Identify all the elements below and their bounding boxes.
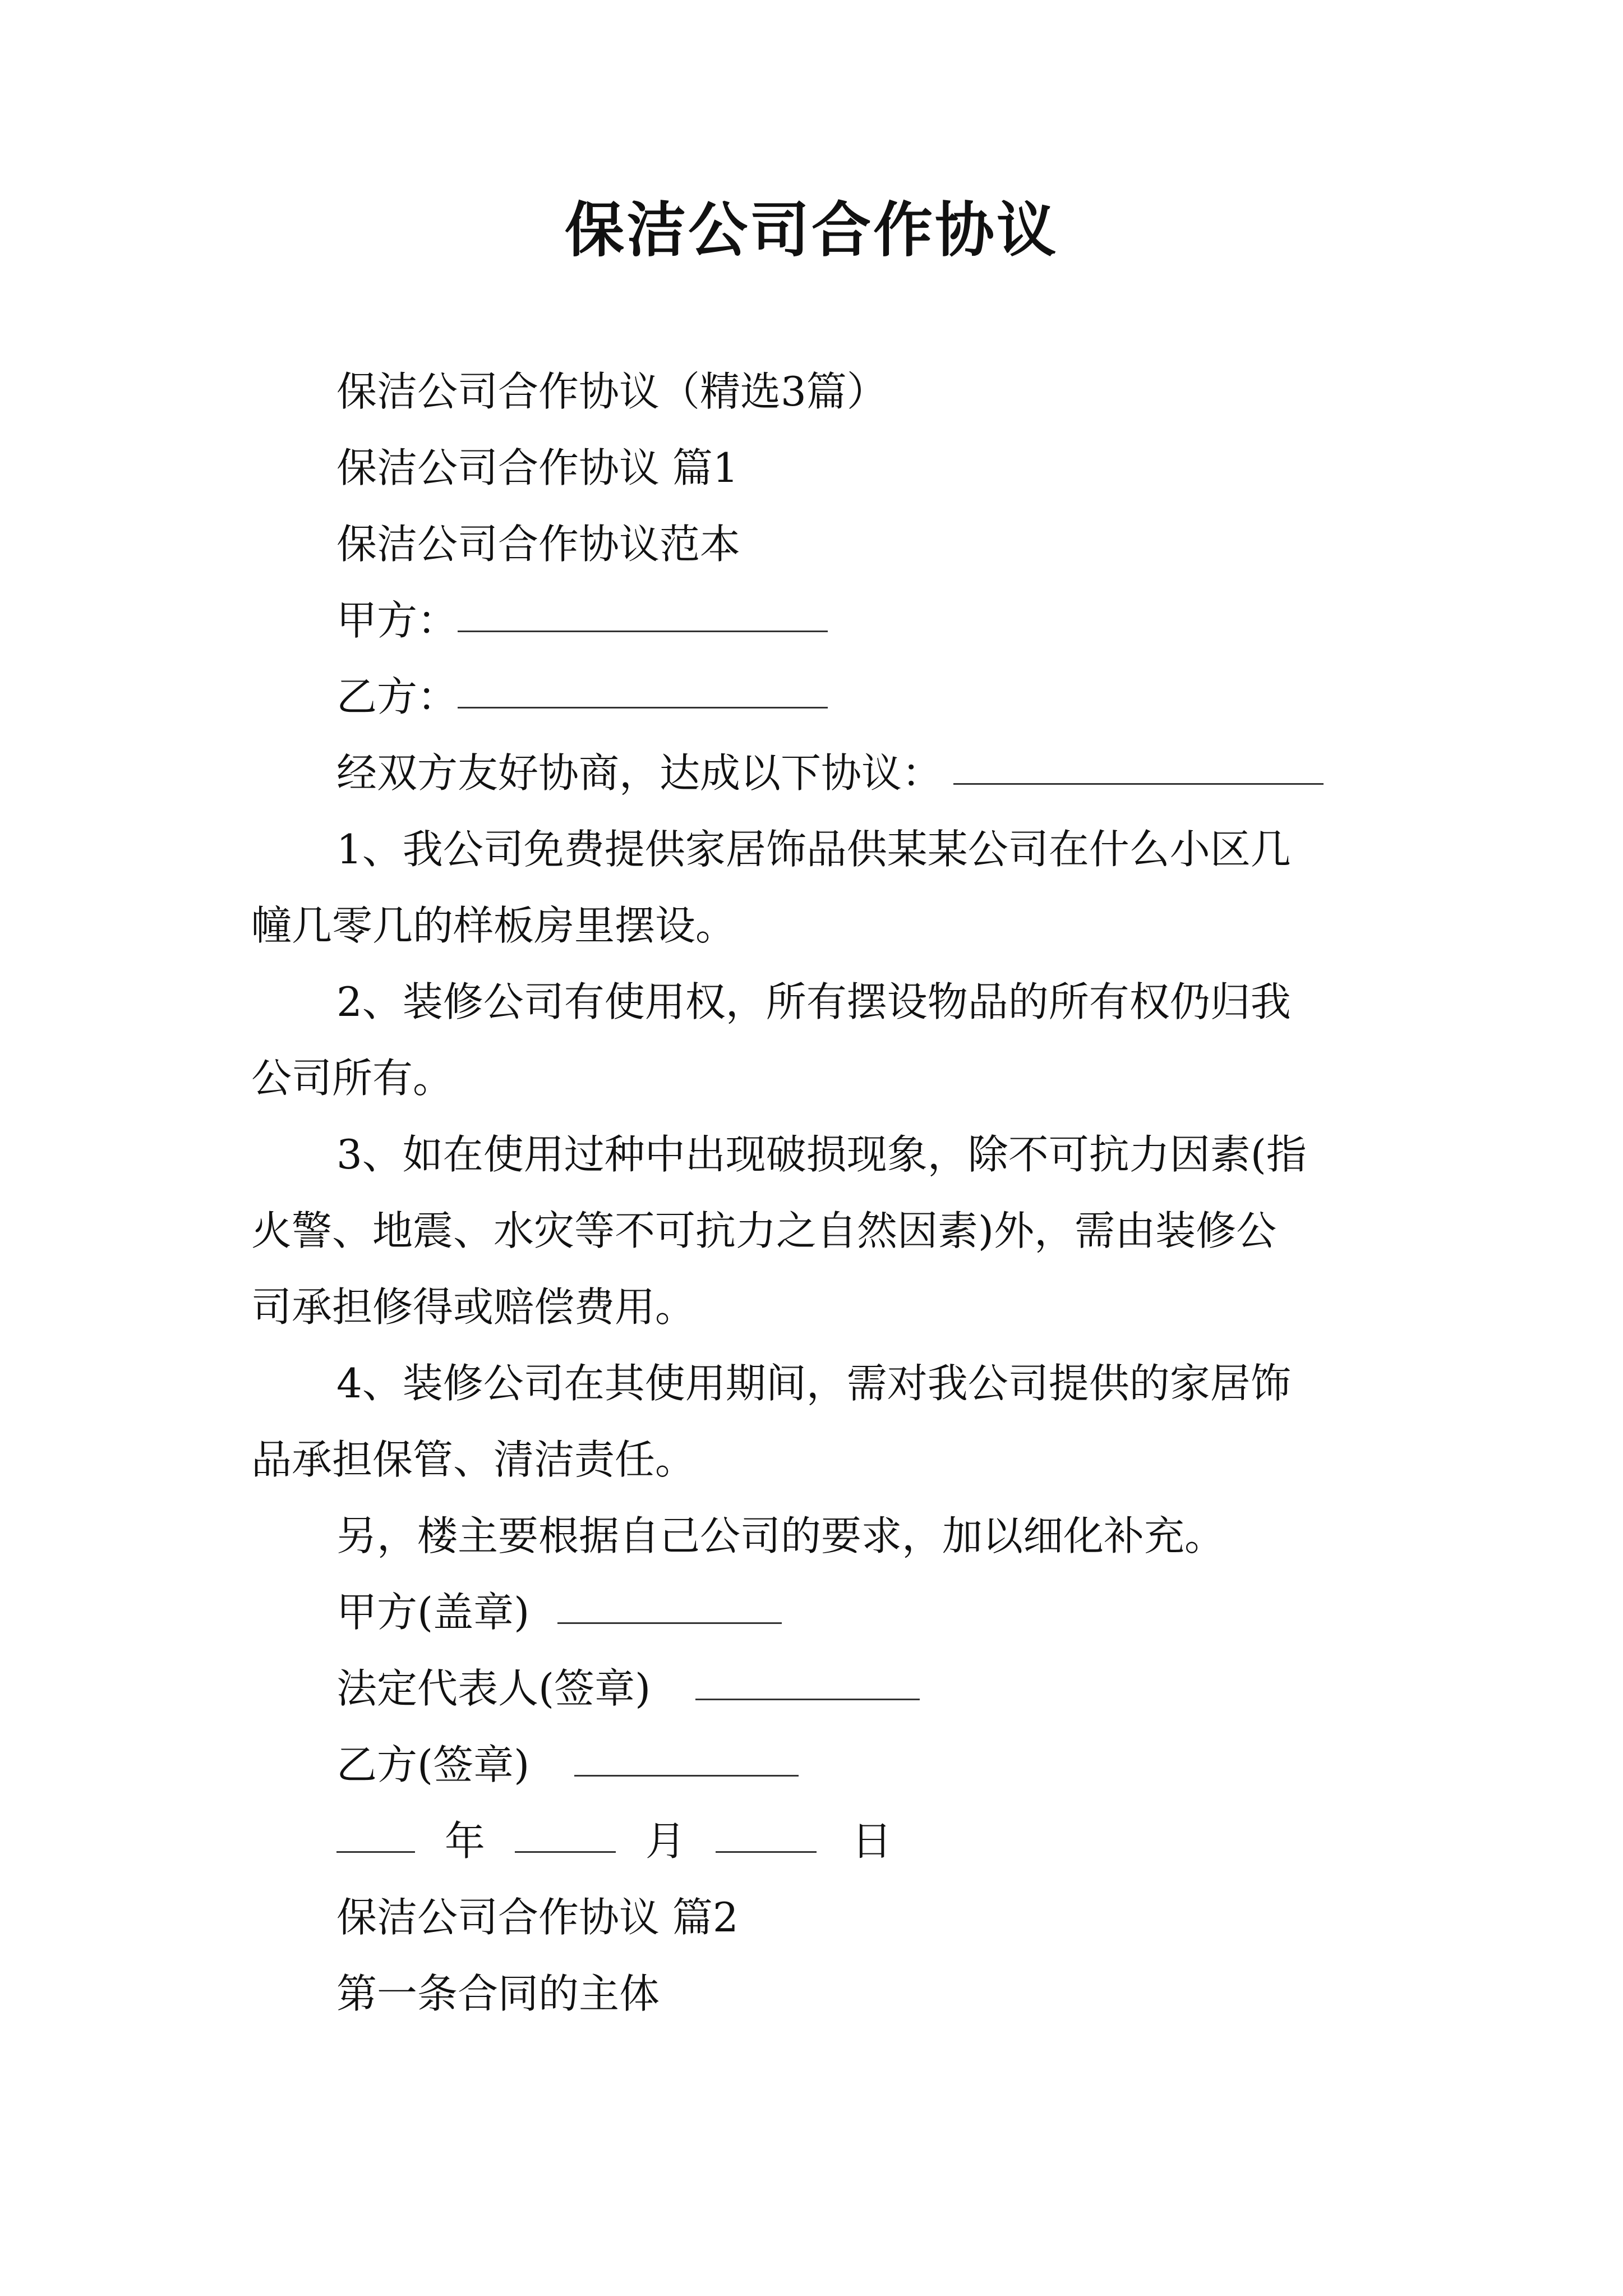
legal-rep-blank — [695, 1659, 920, 1700]
section-heading-1 — [251, 430, 1375, 506]
date-month-blank — [515, 1812, 616, 1853]
date-year-blank — [336, 1812, 415, 1853]
subtitle-line — [251, 353, 1375, 430]
clause-2-text-2: 公司所有。 — [251, 1055, 454, 1102]
agreement-intro-blank — [953, 744, 1324, 785]
section-heading-2 — [251, 1879, 1375, 1955]
clause-3-line-2 — [251, 1193, 1375, 1269]
clause-4-line-2 — [251, 1421, 1375, 1498]
party-b-seal-line — [251, 1727, 1375, 1803]
party-a-seal-label: 甲方(盖章) — [336, 1589, 530, 1636]
template-title-text: 保洁公司合作协议范本 — [336, 521, 741, 568]
clause-4-line-1 — [251, 1345, 1375, 1421]
article-1-heading-text: 第一条合同的主体 — [336, 1970, 660, 2017]
clause-3-line-1 — [251, 1116, 1375, 1193]
date-year-label: 年 — [444, 1818, 485, 1865]
date-line — [251, 1803, 1375, 1879]
clause-2-line-2 — [251, 1040, 1375, 1116]
clause-1-line-2 — [251, 887, 1375, 964]
section-heading-1-text: 保洁公司合作协议 篇1 — [336, 444, 739, 491]
clause-4-text-1: 4、装修公司在其使用期间，需对我公司提供的家居饰 — [336, 1360, 1291, 1407]
date-day-label: 日 — [851, 1818, 892, 1865]
date-day-blank — [716, 1812, 817, 1853]
party-a-seal-blank — [557, 1583, 782, 1624]
section-heading-2-text: 保洁公司合作协议 篇2 — [336, 1894, 739, 1941]
date-month-label: 月 — [645, 1818, 686, 1865]
supplement-note-text: 另，楼主要根据自己公司的要求，加以细化补充。 — [336, 1512, 1225, 1559]
clause-1-text-2: 幢几零几的样板房里摆设。 — [251, 902, 736, 949]
template-title-line — [251, 506, 1375, 582]
party-b-line — [251, 659, 1375, 735]
clause-3-text-3: 司承担修得或赔偿费用。 — [251, 1283, 696, 1331]
party-b-seal-blank — [574, 1736, 799, 1777]
legal-rep-label: 法定代表人(签章) — [336, 1665, 651, 1712]
clause-4-text-2: 品承担保管、清洁责任。 — [251, 1436, 696, 1483]
party-b-label: 乙方： — [336, 673, 458, 720]
clause-1-line-1 — [251, 811, 1375, 887]
clause-3-text-1: 3、如在使用过种中出现破损现象，除不可抗力因素(指 — [336, 1131, 1307, 1178]
party-a-label: 甲方： — [336, 597, 458, 644]
clause-2-line-1 — [251, 964, 1375, 1040]
party-a-blank — [458, 591, 828, 632]
clause-1-text-1: 1、我公司免费提供家居饰品供某某公司在什么小区几 — [336, 826, 1291, 873]
document-title: 保洁公司合作协议 — [565, 195, 1058, 265]
supplement-note-line — [251, 1498, 1375, 1574]
clause-2-text-1: 2、装修公司有使用权，所有摆设物品的所有权仍归我 — [336, 978, 1291, 1025]
party-a-line — [251, 582, 1375, 659]
legal-rep-line — [251, 1650, 1375, 1727]
party-b-seal-label: 乙方(签章) — [336, 1741, 530, 1788]
party-a-seal-line — [251, 1574, 1375, 1650]
clause-3-text-2: 火警、地震、水灾等不可抗力之自然因素)外，需由装修公 — [251, 1207, 1277, 1254]
agreement-intro-line — [251, 735, 1375, 811]
article-1-heading — [251, 1955, 1375, 2032]
party-b-blank — [458, 668, 828, 708]
subtitle-text: 保洁公司合作协议（精选3篇） — [336, 368, 887, 415]
agreement-intro-label: 经双方友好协商，达成以下协议： — [336, 749, 943, 797]
clause-3-line-3 — [251, 1269, 1375, 1345]
